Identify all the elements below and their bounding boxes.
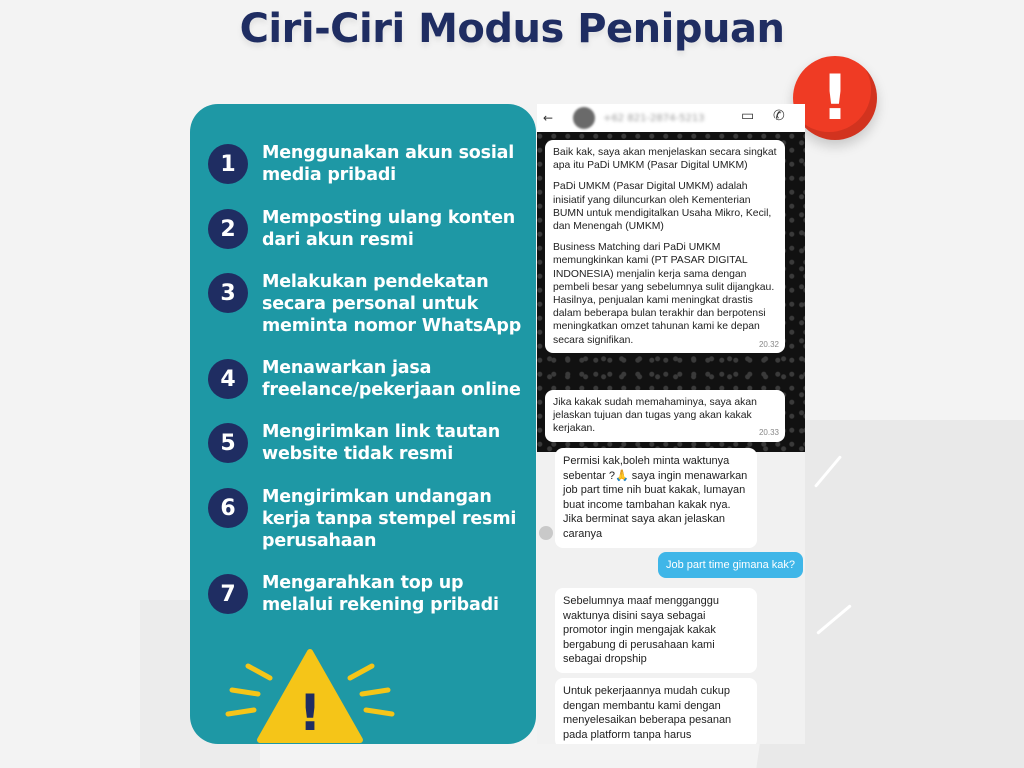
message-text: Baik kak, saya akan menjelaskan secara singkat apa itu PaDi UMKM (Pasar Digital UMKM)	[553, 147, 777, 172]
message-time: 20.33	[758, 428, 779, 438]
alert-icon	[793, 56, 877, 140]
list-item-text: Menawarkan jasa freelance/pekerjaan online	[262, 358, 521, 400]
list-item	[208, 572, 528, 616]
number-badge: 2	[208, 209, 248, 249]
message-text: Business Matching dari PaDi UMKM memungkinkan kami (PT PASAR DIGITAL INDONESIA) menjalin kerja sama dengan pembeli besar yang sebelumnya sulit dijangkau. Hasilnya, penjualan kami meningkat drastis dalam beberapa bulan terakhir dan berpotensi meningkatkan omzet tahunan kami ke depan secara signifikan.	[553, 242, 775, 346]
message-bubble: Permisi kak,boleh minta waktunya sebentar ?🙏 saya ingin menawarkan job part time nih buat kakak, lumayan buat income tambahan kakak nya. Jika berminat saya akan jelaskan caranya	[555, 448, 757, 548]
alert-symbol: !	[820, 61, 850, 134]
message-bubble: Sebelumnya maaf mengganggu waktunya disini saya sebagai promotor ingin mengajak kakak bergabung di perusahaan kami sebagai dropship	[555, 588, 757, 673]
message-bubble: Untuk pekerjaannya mudah cukup dengan membantu kami dengan menyelesaikan beberapa pesanan pada platform tanpa harus	[555, 678, 757, 744]
chat-wallpaper	[537, 132, 805, 452]
list-item-text: Memposting ulang konten dari akun resmi	[262, 208, 516, 250]
list-item	[208, 421, 528, 465]
list-item-text: Mengarahkan top up melalui rekening pribadi	[262, 573, 499, 615]
video-call-icon: ▭	[741, 108, 755, 124]
reply-bubble: Job part time gimana kak?	[658, 552, 803, 578]
message-text: Jika kakak sudah memahaminya, saya akan jelaskan tujuan dan tugas yang akan kakak kerjakan.	[553, 397, 757, 435]
message-time: 20.32	[758, 339, 779, 349]
page-title: Ciri-Ciri Modus Penipuan	[239, 6, 785, 52]
avatar	[539, 526, 553, 540]
back-arrow-icon: ←	[543, 111, 554, 125]
number-badge: 7	[208, 574, 248, 614]
contact-number: +62 821-2874-5213	[603, 112, 705, 124]
list-item	[208, 486, 528, 552]
list-item	[208, 207, 528, 251]
list-item	[208, 357, 528, 401]
list-item	[208, 142, 528, 186]
chat-header	[537, 104, 805, 132]
list-item	[208, 271, 528, 337]
chat-screenshot	[537, 104, 805, 744]
number-badge: 4	[208, 359, 248, 399]
avatar	[573, 107, 595, 129]
number-badge: 3	[208, 273, 248, 313]
phone-icon: ✆	[773, 108, 785, 124]
warning-symbol: !	[298, 684, 322, 742]
message-bubble	[545, 140, 785, 353]
list-item-text: Mengirimkan undangan kerja tanpa stempel resmi perusahaan	[262, 487, 517, 551]
list-item-text: Mengirimkan link tautan website tidak resmi	[262, 422, 500, 464]
warning-icon	[210, 644, 410, 744]
number-badge: 6	[208, 488, 248, 528]
list-item-text: Menggunakan akun sosial media pribadi	[262, 143, 515, 185]
number-badge: 1	[208, 144, 248, 184]
fraud-traits-card	[190, 104, 536, 744]
message-bubble	[545, 390, 785, 442]
message-text: PaDi UMKM (Pasar Digital UMKM) adalah inisiatif yang diluncurkan oleh Kementerian BUMN untuk mendigitalkan Usaha Mikro, Kecil, dan Menengah (UMKM)	[553, 181, 772, 233]
number-badge: 5	[208, 423, 248, 463]
list-item-text: Melakukan pendekatan secara personal untuk meminta nomor WhatsApp	[262, 272, 522, 336]
